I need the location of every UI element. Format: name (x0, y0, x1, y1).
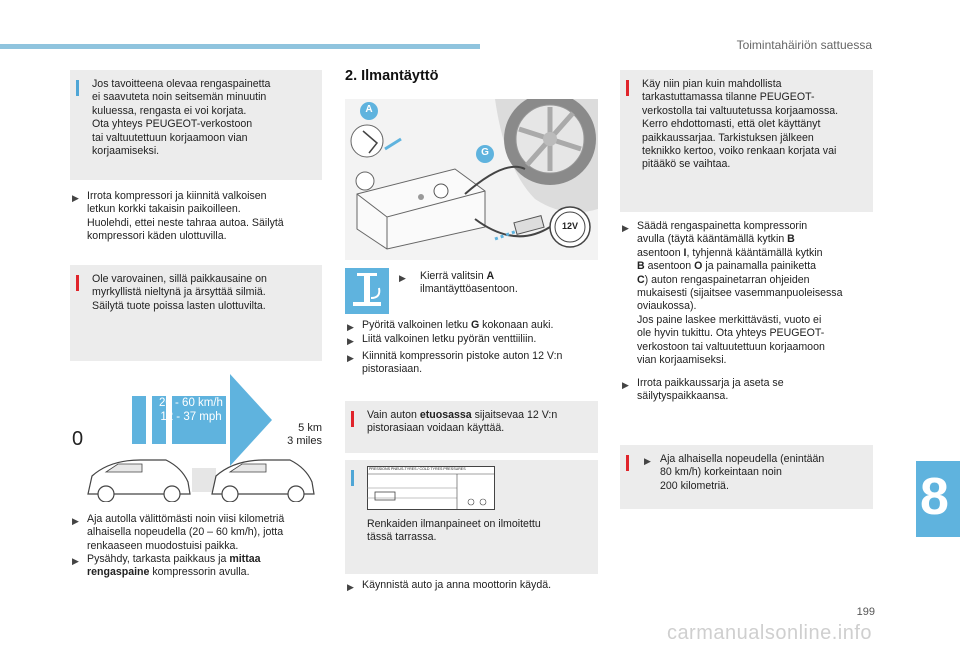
pump-icon (345, 268, 389, 314)
distance-zero: 0 (72, 428, 84, 450)
para-adjust (637, 220, 875, 367)
adjust-t6: ja painamalla painiketta (702, 260, 817, 273)
info-box-text: Jos tavoitteena olevaa rengaspainetta ei saavuteta noin seitsemän minuutin kuluessa, rengasta ei voi korjata. Ota yhteys PEUGEOT-verkostoon tai valtuutettuun korjaamoon vian korjaamiseksi. (92, 78, 271, 158)
speed-label (155, 396, 227, 424)
distance-km-text: 5 km (298, 422, 322, 434)
warning-socket-bold: etuosassa (419, 409, 472, 421)
para-plug: Kiinnitä kompressorin pistoke auton 12 V:n pistorasiaan. (362, 350, 563, 376)
arrow-bullet-icon: ▶ (347, 336, 354, 346)
info-bar-icon (351, 470, 354, 486)
distance-label (284, 422, 322, 448)
arrow-bullet-icon: ▶ (622, 380, 629, 390)
info-bar-icon (76, 80, 79, 96)
adjust-t1: Säädä rengaspainetta kompressorin (637, 220, 808, 232)
para-start-engine: Käynnistä auto ja anna moottorin käydä. (362, 579, 552, 591)
info-label-text: Renkaiden ilmanpaineet on ilmoitettu tässä tarrassa. (367, 518, 541, 544)
warning-bar-icon (626, 455, 629, 471)
warning-box-speed (620, 445, 873, 509)
arrow-bullet-icon: ▶ (72, 516, 79, 526)
step-selector-text: Kierrä valitsin (420, 270, 487, 282)
info-box-pressure (70, 70, 322, 180)
section-heading: 2. Ilmantäyttö (345, 68, 439, 84)
arrow-bullet-icon: ▶ (347, 322, 354, 332)
car-moving-illustration (192, 460, 314, 502)
chapter-number: 8 (920, 468, 949, 526)
warning-socket-t2: sijaitsevaa 12 V:n (471, 409, 558, 421)
step-selector-bold: A (486, 270, 495, 282)
adjust-t7: ) auton rengaspainetarran ohjeiden mukaisesti (sijaitsee vasemmanpuoleisessa oviaukossa). Jos paine laskee merkittävästi, vuoto ei ole hyvin tukittu. Ota yhteys PEUGEOT- verkostoon tai valtuutettuun korjaamoon vian korjaamiseksi. (637, 273, 843, 367)
speed-stripe-1 (132, 396, 146, 444)
info-box-label (345, 460, 598, 574)
para-check-text2: kompressorin avulla. (149, 566, 250, 579)
label-12v: 12V (561, 221, 578, 231)
step-selector (420, 270, 595, 297)
warning-socket-text (367, 409, 595, 436)
arrow-bullet-icon: ▶ (644, 456, 651, 466)
arrow-bullet-icon: ▶ (347, 582, 354, 592)
para-check-text: Pysähdy, tarkasta paikkaus ja (87, 553, 230, 565)
para-check-bold1: mittaa (229, 553, 261, 565)
car-start-illustration (88, 460, 190, 502)
label-a: A (365, 104, 373, 115)
warning-box-text: Ole varovainen, sillä paikkausaine on myrkyllistä nieltynä ja ärsyttää silmiä. Säilytä tuote poissa lasten ulottuvilta. (92, 273, 267, 312)
warning-box-socket (345, 401, 598, 453)
warning-bar-icon (626, 80, 629, 96)
arrow-bullet-icon: ▶ (72, 193, 79, 203)
watermark: carmanualsonline.info (666, 622, 872, 644)
header-accent-bar (0, 44, 480, 49)
para-hose (362, 319, 602, 332)
label-header-text: PRESSIONS PNEUS-TYRES / COLD TYRES PRESSURES (369, 467, 466, 471)
adjust-b2: I (683, 246, 687, 259)
adjust-t4: , tyhjennä kääntämällä kytkin (686, 246, 823, 259)
arrow-bullet-icon: ▶ (622, 223, 629, 233)
label-g: G (481, 147, 489, 158)
warning-socket-t1: Vain auton (367, 409, 420, 421)
adjust-b4: O (694, 260, 703, 273)
para-store: Irrota paikkaussarja ja aseta se säilytyspaikkaansa. (637, 377, 784, 403)
adjust-t2: avulla (täytä kääntämällä kytkin (637, 233, 788, 246)
warning-socket-t3: pistorasiaan voidaan käyttää. (367, 422, 505, 435)
tyre-pressure-label-illustration (367, 466, 495, 510)
speed-arrow-head (230, 374, 272, 466)
arrow-bullet-icon: ▶ (347, 353, 354, 363)
warning-service-text: Käy niin pian kuin mahdollista tarkastuttamassa tilanne PEUGEOT- verkostolla tai valtuutetussa korjaamossa. Kerro ehdottomasti, että olet käyttänyt paikkaussarjaa. Tarkistuksen jälkeen teknikko kertoo, voiko renkaan korjata vai pitääkö se vaihtaa. (642, 78, 839, 171)
para-hose-text: Pyöritä valkoinen letku (362, 319, 471, 331)
para-drive: Aja autolla välittömästi noin viisi kilometriä alhaisella nopeudella (20 – 60 km/h), jotta renkaaseen muodostuisi paikka. (87, 513, 285, 552)
para-hose-text2: kokonaan auki. (479, 319, 554, 331)
page-number: 199 (856, 606, 875, 618)
speed-mph-text: 12 - 37 mph (160, 411, 222, 423)
warning-bar-icon (351, 411, 354, 427)
para-hose-bold: G (470, 319, 480, 331)
page-header-title: Toimintahäiriön sattuessa (736, 38, 872, 52)
para-check-bold2: rengaspaine (87, 566, 150, 579)
arrow-bullet-icon: ▶ (72, 556, 79, 566)
para-valve: Liitä valkoinen letku pyörän venttiiliin. (362, 333, 537, 345)
warning-speed-text: Aja alhaisella nopeudella (enintään 80 km/h) korkeintaan noin 200 kilometriä. (660, 453, 825, 492)
para-check (87, 553, 322, 580)
para-disconnect: Irrota kompressori ja kiinnitä valkoisen letkun korkki takaisin paikoilleen. Huolehdi, ettei neste tahraa autoa. Säilytä kompressori käden ulottuvilla. (87, 190, 284, 243)
warning-box-toxic (70, 265, 322, 361)
arrow-bullet-icon: ▶ (399, 273, 406, 283)
warning-bar-icon (76, 275, 79, 291)
speed-kmh-text: 20 - 60 km/h (159, 397, 223, 409)
distance-miles-text: 3 miles (287, 435, 322, 447)
adjust-b5: C (637, 273, 645, 286)
compressor-illustration (345, 99, 598, 260)
adjust-t5: asentoon (644, 260, 695, 273)
chapter-tab (916, 461, 960, 537)
step-selector-text2: ilmantäyttöasentoon. (420, 283, 518, 296)
adjust-b3: B (637, 260, 645, 273)
warning-box-service (620, 70, 873, 212)
adjust-b1: B (787, 233, 795, 246)
adjust-t3: asentoon (637, 246, 684, 259)
